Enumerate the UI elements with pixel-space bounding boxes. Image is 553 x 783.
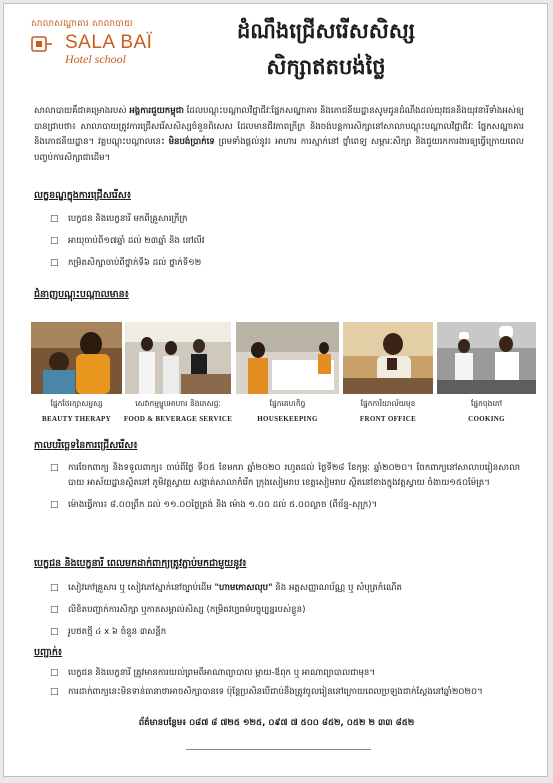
schedule-heading: កាលបរិច្ឆេទនៃការជ្រើសរើស៖ bbox=[34, 440, 138, 451]
intro-text-1: សាលាបាយគឺជាគម្រោងរបស់ bbox=[34, 106, 130, 116]
announcement-page bbox=[3, 3, 548, 777]
intro-text-3: ព្រមទាំងផ្តល់នូវ៖ អាហារ ការស្នាក់នៅ ថ្នាំពេទ្យ សម្ភារៈសិក្សា និងជួយរកការងារឲ្យធ្វើក្រោយពេលបញ្ចប់ការសិក្សាជាដើម។ bbox=[34, 137, 524, 163]
major-label-en: FOOD & BEVERAGE SERVICE bbox=[123, 415, 233, 423]
logo-hotel-school: Hotel school bbox=[65, 52, 126, 66]
major-label-kh: សេវាកម្មម្ហូបអាហារ និងភេសជ្ជៈ bbox=[135, 399, 221, 408]
majors-heading: ជំនាញបណ្តុះបណ្តាលមាន៖ bbox=[34, 289, 129, 300]
criteria-list bbox=[50, 212, 205, 278]
list-item bbox=[50, 625, 520, 640]
footer-divider bbox=[186, 749, 371, 750]
cooking-photo bbox=[437, 322, 536, 394]
logo-khmer-text: សាលាសណ្ឋាគារ សាលាបាយ bbox=[31, 19, 133, 29]
major-label-kh: ផ្នែកថែរក្សាសម្ផស្ស bbox=[50, 399, 103, 408]
majors-photo-strip bbox=[31, 322, 536, 430]
documents-heading: បេក្ខជន និងបេក្ខនារី ពេលមកដាក់ពាក្យត្រូវភ្ជាប់មកជាមួយនូវ៖ bbox=[34, 558, 247, 569]
logo-sala-bai: SALA BAÏ bbox=[65, 32, 153, 53]
major-label-kh: ផ្នែកការិយាល័យមុខ bbox=[360, 399, 416, 408]
page-subtitle: សិក្សាឥតបង់ថ្លៃ bbox=[266, 55, 386, 79]
sala-bai-logo bbox=[29, 18, 159, 66]
major-label-en: FRONT OFFICE bbox=[359, 415, 417, 423]
major-label-en: COOKING bbox=[468, 415, 505, 423]
list-item bbox=[50, 581, 520, 596]
major-label-en: BEAUTY THERAPY bbox=[42, 415, 111, 423]
major-label-kh: ផ្នែកចុងភៅ bbox=[471, 399, 502, 408]
major-label-kh: ផ្នែកគេហកិច្ច bbox=[269, 399, 306, 408]
document-text: និង អត្តសញ្ញាណប័ណ្ណ ឬ សំបុត្រកំណើត bbox=[272, 583, 402, 593]
list-item bbox=[50, 603, 520, 618]
front-office-photo bbox=[343, 322, 433, 394]
hotel-key-icon bbox=[31, 34, 53, 54]
list-item: □ ម៉ោងធ្វើការ៖ ៨.០០ព្រឹក ដល់ ១១.០០ថ្ងៃត្រង់ និង ម៉ោង ១.០០ ដល់ ៥.០០ល្ងាច (ពីច័ន្ទ-សុក្រ)។ bbox=[50, 498, 520, 513]
list-item: □ អាយុចាប់ពី១៧ឆ្នាំ ដល់ ២៣ឆ្នាំ និង នៅលីវ bbox=[50, 234, 205, 249]
housekeeping-photo bbox=[236, 322, 339, 394]
food-beverage-photo bbox=[125, 322, 231, 394]
free-of-charge-text: មិនបង់ប្រាក់ទេ bbox=[168, 137, 215, 147]
list-item: □ បេក្ខជន និងបេក្ខនារី មកពីគ្រួសារក្រីក្រ bbox=[50, 212, 205, 227]
contact-info: ព័ត៌មានបន្ថែម៖ ០៨៧ ៨ ៧២៥ ១២៥, ០៩៧ ៧ ៥០០ ៨៥២, ០៥២ ២ ៣៣ ៨៥២ bbox=[138, 718, 415, 728]
intro-text-2: ដែលបណ្តុះបណ្តាលវិជ្ជាជីវៈផ្នែកសណ្ឋាគារ និងភោជនីយដ្ឋានសូមជូនដំណឹងដល់យុវជននិងយុវនារីទាំងអស់ឲ្យបានជ្រាបថា៖ សាលាបាយត្រូវការជ្រើសរើសសិស្សចំនួនពិសេស ដែលមានជីវភាពក្រីក្រ និងចង់បន្តការសិក្សានៅសាលាបណ្តុះបណ្តាលវិជ្ជាជីវៈ ផ្នែកសណ្ឋាគារ និងភោជនីយដ្ឋាន។ វគ្គបណ្តុះបណ្តាលនេះ bbox=[34, 106, 524, 147]
list-item: □ ការដាក់ពាក្យនេះមិនទាន់ធានាថាអាចសិក្សាបានទេ ប៉ុន្តែប្រសិនបើជាប់នឹងត្រូវចូលរៀននៅក្រោយពេលប្រឡងជាក់ស្តែងនៅឆ្នាំ២០២០។ bbox=[50, 685, 525, 700]
major-label-en: HOUSEKEEPING bbox=[257, 415, 318, 423]
intro-paragraph bbox=[34, 104, 524, 166]
notes-list bbox=[50, 666, 525, 704]
list-item: □ បេក្ខជន និងបេក្ខនារី ត្រូវមានការយល់ព្រមពីអាណាព្យាបាល ម្តាយ-ឪពុក ឬ អាណាព្យាបាលជាមុន។ bbox=[50, 666, 525, 681]
list-item: □ កម្រិតសិក្សាចាប់ពីថ្នាក់ទី៦ ដល់ ថ្នាក់ទី១២ bbox=[50, 256, 205, 271]
notes-heading: បញ្ជាក់៖ bbox=[34, 647, 63, 658]
page-title: ដំណឹងជ្រើសរើសសិស្ស bbox=[236, 19, 416, 43]
document-text: រូបថតថ្មី ៤ x ៦ ចំនួន ៣សន្លឹក bbox=[68, 627, 167, 637]
document-text: សៀវភៅគ្រួសារ ឬ សៀវភៅស្នាក់នៅច្បាប់ដើម bbox=[68, 583, 215, 593]
beauty-therapy-photo bbox=[31, 322, 122, 394]
list-item: □ ការចែកពាក្យ និងទទួលពាក្យ៖ ចាប់ពីថ្ងៃ ទី០៥ ខែមករា ឆ្នាំ២០២០ រហូតដល់ ថ្ងៃទី២៨ ខែកុម្ភៈ ឆ្នាំ២០២០។ ចែកពាក្យនៅសាលាបរៀនសាលាបាយ អាស័យដ្ឋានស្ថិតនៅ ភូមិវត្តស្វាយ សង្កាត់សាលាកំរើក ក្រុងសៀមរាប ខេត្តសៀមរាប ស្ថិតនៅខាងក្នុងវត្តស្វាយ ចំងាយ១៥០ម៉ែត្រ។ bbox=[50, 461, 520, 491]
criteria-heading: លក្ខខណ្ឌក្នុងការជ្រើសរើស៖ bbox=[34, 190, 131, 201]
no-erasure-text: "ហាមកោសលុប" bbox=[214, 583, 273, 593]
schedule-list bbox=[50, 461, 520, 520]
document-text: លិខិតបញ្ជាក់ការសិក្សា ឬកាតសម្គាល់សិស្ស (កម្រិតវប្បធម៌បច្ចុប្បន្នរបស់ខ្លួន) bbox=[68, 605, 306, 615]
organization-name: អង្គការជួយកម្ពុជា bbox=[129, 106, 184, 116]
documents-list bbox=[50, 581, 520, 647]
